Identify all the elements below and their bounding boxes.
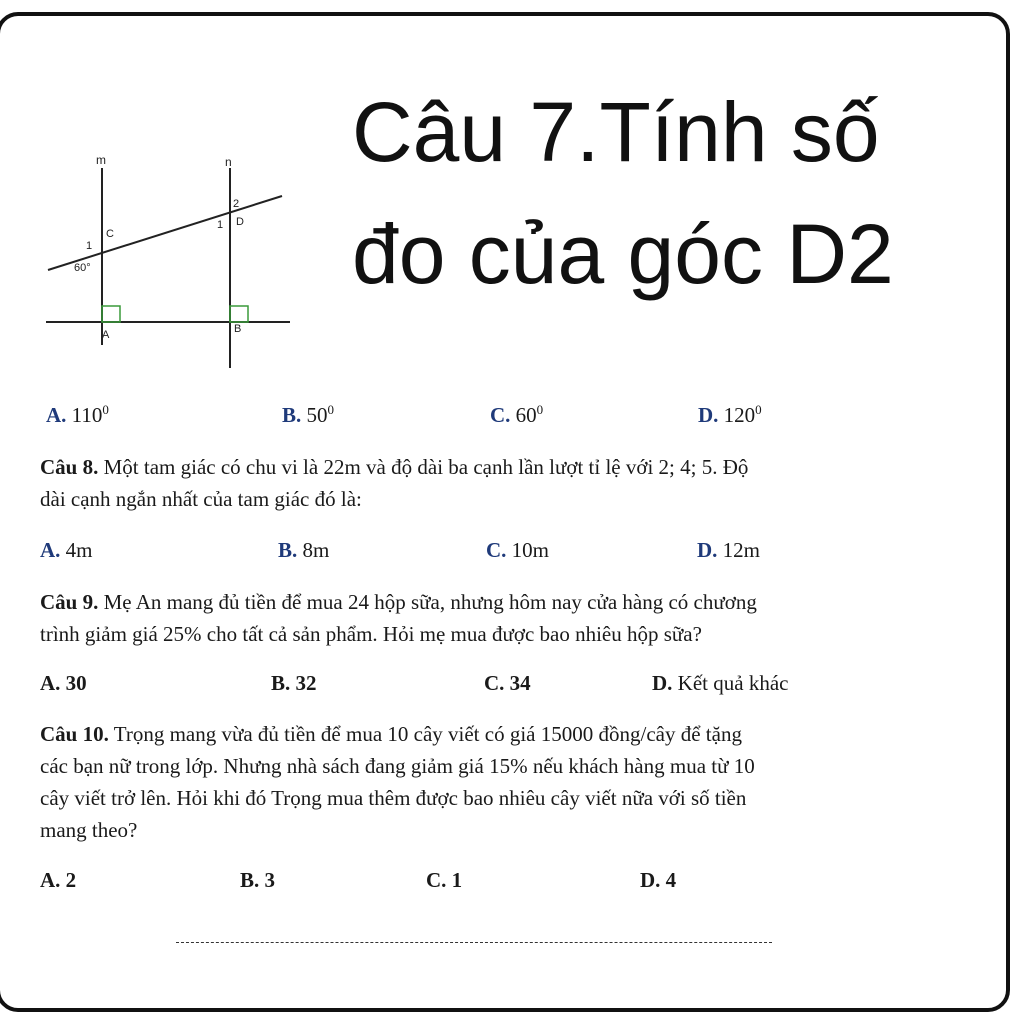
q10-option-a[interactable]: A. 2 [40,868,77,892]
label-c: C [106,228,114,240]
q9-line-1: Câu 9. Mẹ An mang đủ tiền để mua 24 hộp sữa, nhưng hôm nay cửa hàng có chương [40,590,757,614]
q9-option-a[interactable]: A. 30 [40,671,87,695]
q8-number: Câu 8. [40,455,99,479]
label-n: n [225,155,232,169]
q10-line-4: mang theo? [40,818,138,842]
q9-option-c[interactable]: C. 34 [484,671,531,695]
q7-option-d[interactable]: D. $120^0$ [698,402,762,427]
q7-option-c[interactable]: C. $60^0$ [490,402,544,427]
q10-text [40,718,890,846]
right-angle-a [102,306,120,322]
label-angle-1-d: 1 [217,219,224,231]
q10-option-b[interactable]: B. 3 [240,868,276,892]
label-angle-60: 60° [74,262,91,274]
q9-option-d[interactable]: D. Kết quả khác [652,671,789,695]
question-7-title-line1: Câu 7.Tính số [352,85,880,179]
label-angle-1-c: 1 [86,240,93,252]
q8-option-b[interactable]: B. 8m [278,538,330,562]
q10-line-2: các bạn nữ trong lớp. Nhưng nhà sách đang giảm giá 15% nếu khách hàng mua từ 10 [40,754,755,778]
q7-option-b[interactable]: B. $50^0$ [282,402,335,427]
q10-line-1: Câu 10. Trọng mang vừa đủ tiền để mua 10 cây viết có giá 15000 đồng/cây để tặng [40,722,742,746]
q10-number: Câu 10. [40,722,109,746]
label-m: m [96,153,106,167]
q9-line-2: trình giảm giá 25% cho tất cả sản phẩm. Hỏi mẹ mua được bao nhiêu hộp sữa? [40,622,702,646]
q8-option-a[interactable]: A. 4m [40,538,93,562]
q8-option-c[interactable]: C. 10m [486,538,550,562]
q8-option-d[interactable]: D. 12m [697,538,761,562]
question-7-title-line2: đo của góc D2 [352,207,894,301]
dashed-divider [176,942,772,943]
label-a: A [102,329,110,341]
q10-line-3: cây viết trở lên. Hỏi khi đó Trọng mua thêm được bao nhiêu cây viết nữa với số tiền [40,786,747,810]
q7-option-a[interactable]: A. $110^0$ [46,402,109,427]
q9-option-b[interactable]: B. 32 [271,671,317,695]
label-b: B [234,323,242,335]
geometry-figure [40,150,300,375]
right-angle-b [230,306,248,322]
label-d: D [236,216,244,228]
q10-option-c[interactable]: C. 1 [426,868,463,892]
q8-line-1: Câu 8. Một tam giác có chu vi là 22m và độ dài ba cạnh lần lượt tỉ lệ với 2; 4; 5. Độ [40,455,749,479]
label-angle-2-d: 2 [233,198,240,210]
q9-number: Câu 9. [40,590,99,614]
q9-text [40,586,890,650]
q8-line-2: dài cạnh ngắn nhất của tam giác đó là: [40,487,362,511]
q8-text [40,451,890,515]
transversal-line [48,196,282,270]
q10-option-d[interactable]: D. 4 [640,868,677,892]
